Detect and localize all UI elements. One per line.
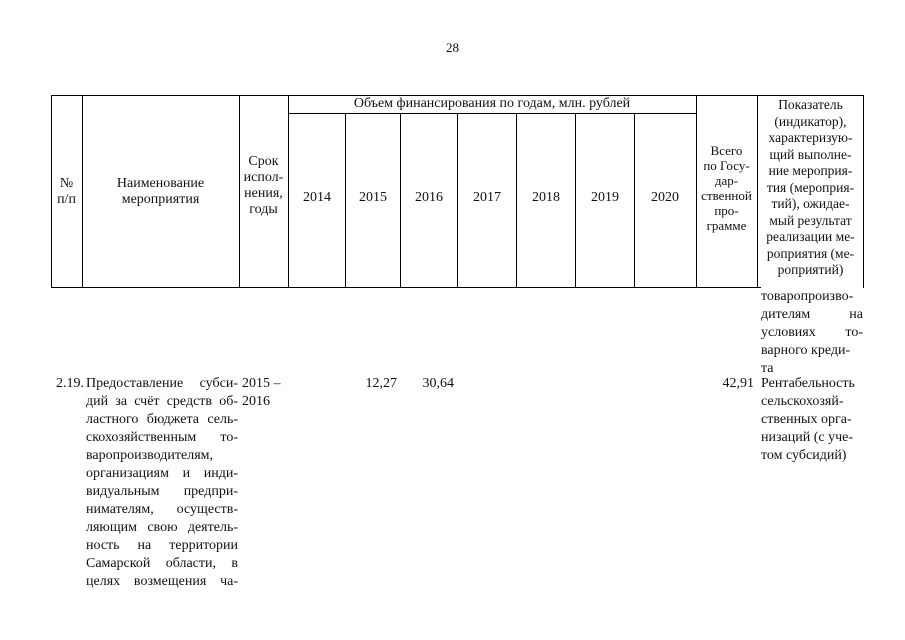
header-year-2020: 2020 <box>651 190 679 205</box>
header-num: № п/п <box>57 176 76 207</box>
header-year-2014: 2014 <box>303 190 331 205</box>
header-year-2015: 2015 <box>359 190 387 205</box>
header-year-2018: 2018 <box>532 190 560 205</box>
row-name: Предоставление субси- дий за счёт средств об- ластного бюджета сель- скохозяйственным то- варопроизводителям, организациям и инди- видуальным предпри- нимателям, осуществ- ляющим свою деятель- ность на территории Самарской области, в целях возмещения ча- <box>86 376 238 589</box>
page-number: 28 <box>446 40 459 55</box>
header-year-2019: 2019 <box>591 190 619 205</box>
row-indicator: Рентабельность сельскохозяй- ственных орга- низаций (с уче- том субсидий) <box>761 376 855 463</box>
header-bottom-border <box>51 287 761 288</box>
header-term: Срок испол- нения, годы <box>243 154 284 217</box>
header-financing: Объем финансирования по годам, млн. рублей <box>353 96 631 111</box>
header-year-2016: 2016 <box>415 190 443 205</box>
row-value-2016: 30,64 <box>422 376 454 391</box>
header-name: Наименование мероприятия <box>116 176 205 207</box>
header-year-2017: 2017 <box>473 190 501 205</box>
indicator-carryover: товаропроизво- дителям на условиях то- варного креди- та <box>761 289 863 376</box>
row-number: 2.19. <box>56 376 84 391</box>
row-term: 2015 – 2016 <box>242 376 281 409</box>
header-indicator: Показатель (индикатор), характеризую- щий выполне- ние мероприя- тия (мероприя- тий), ожидае- мый результат реализации ме- роприятия (ме- роприятий) <box>766 97 855 277</box>
row-value-2015: 12,27 <box>365 376 397 391</box>
header-total: Всего по Госу- дар- ственной про- грамме <box>701 143 752 233</box>
row-value-total: 42,91 <box>722 376 754 391</box>
